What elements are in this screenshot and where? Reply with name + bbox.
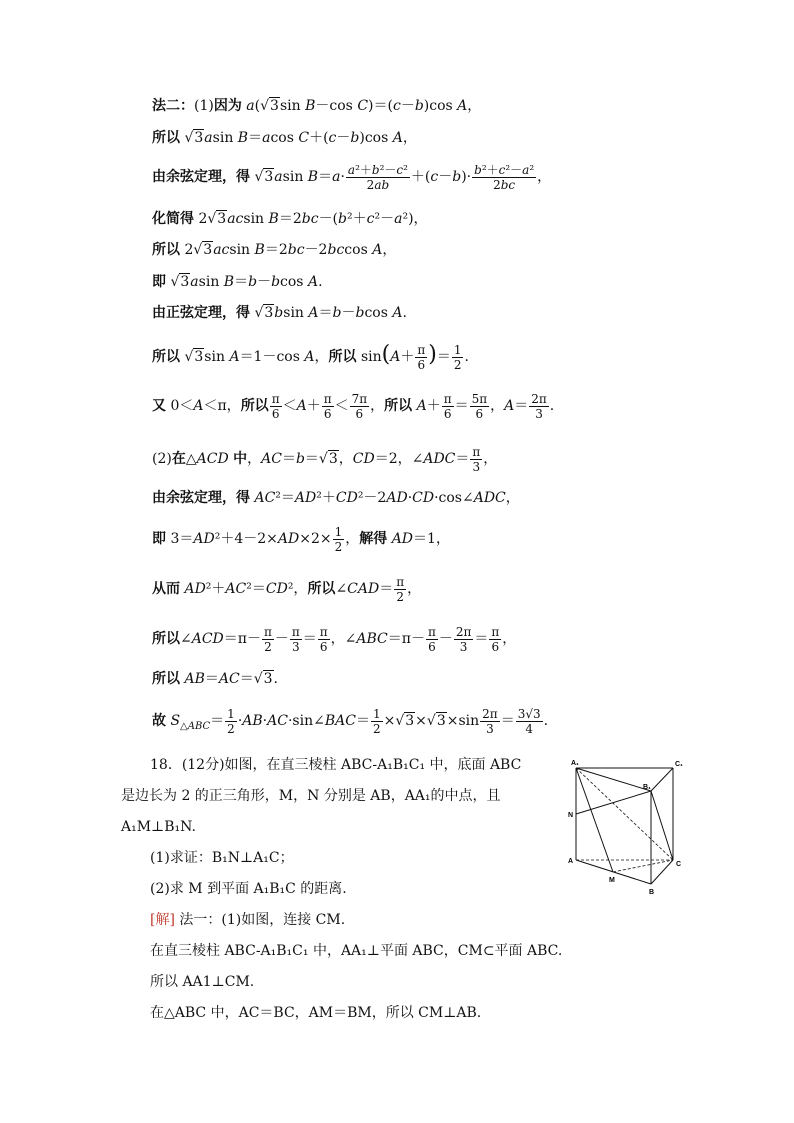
line-16: 故 $S_{\triangle ABC}=$ $\frac{1}{2}$ ·AB·AC·sin∠BAC＝ $\frac{1}{2}$ ×√3×√3×sin $\frac{2\pi}{3}$ ＝ $\frac{3√3}{4}$ . bbox=[152, 706, 549, 736]
line-6: 即 √3asin B＝b－bcos A. bbox=[152, 274, 323, 290]
line-12: 即 3＝AD²＋4－2×AD×2× $\frac{1}{2}$ ，解得 AD＝1， bbox=[152, 524, 450, 554]
line-1: 法二：(1)因为 a(√3sin B－cos C)＝(c－b)cos A， bbox=[152, 98, 482, 114]
label-a: A bbox=[568, 858, 574, 865]
prism-diagram bbox=[565, 756, 690, 901]
solution-line-1 bbox=[150, 910, 345, 930]
line-11: 由余弦定理，得 AC²＝AD²＋CD²－2AD·CD·cos∠ADC， bbox=[152, 490, 520, 506]
line-8: 所以 √3sin A＝1－cos A，所以 sin(A＋ $\frac{\pi}{6}$ )＝ $\frac{1}{2}$ . bbox=[152, 342, 469, 372]
solution-line-3: 所以 AA1⊥CM. bbox=[150, 974, 255, 990]
label-c1: C₁ bbox=[675, 761, 683, 768]
label-b: B bbox=[649, 889, 655, 896]
problem-18-line-3: A₁M⊥B₁N. bbox=[121, 819, 196, 835]
line-10: (2)在△ACD 中，AC＝b＝√3，CD＝2，∠ADC＝ $\frac{\pi}{3}$ ， bbox=[152, 444, 498, 474]
solution-step-1: 法一：(1)如图，连接 CM. bbox=[179, 912, 346, 928]
problem-18-line-1: 18．(12分)如图，在直三棱柱 ABC-A₁B₁C₁ 中，底面 ABC bbox=[150, 757, 522, 773]
solution-line-2: 在直三棱柱 ABC-A₁B₁C₁ 中，AA₁⊥平面 ABC，CM⊂平面 ABC. bbox=[150, 943, 563, 959]
line-15: 所以 AB＝AC＝√3. bbox=[152, 671, 278, 687]
line-4: 化简得 2√3acsin B＝2bc－(b²＋c²－a²)， bbox=[152, 211, 428, 227]
solution-tag: [解] bbox=[150, 912, 175, 928]
problem-18-line-2: 是边长为 2 的正三角形，M，N 分别是 AB，AA₁的中点，且 bbox=[121, 788, 501, 804]
line-2: 所以 √3asin B＝acos C＋(c－b)cos A， bbox=[152, 130, 417, 146]
label-b1: B₁ bbox=[643, 784, 651, 791]
label-a1: A₁ bbox=[571, 760, 579, 767]
line-3: 由余弦定理，得 √3asin B＝a· $\frac{\text{a²＋b²－c²}}{2ab}$ ＋(c－b)· $\frac{\text{b²＋c²－a²}}{2bc}$ ， bbox=[152, 162, 552, 192]
prism-figure bbox=[565, 756, 690, 901]
line-7: 由正弦定理，得 √3bsin A＝b－bcos A. bbox=[152, 305, 407, 321]
solution-line-4: 在△ABC 中，AC＝BC，AM＝BM，所以 CM⊥AB. bbox=[150, 1005, 482, 1021]
line-13: 从而 AD²＋AC²＝CD²，所以∠CAD＝ $\frac{\pi}{2}$ ， bbox=[152, 574, 422, 604]
label-c: C bbox=[676, 861, 682, 868]
problem-18-question-1: (1)求证：B₁N⊥A₁C； bbox=[150, 850, 294, 866]
problem-18-question-2: (2)求 M 到平面 A₁B₁C 的距离. bbox=[150, 881, 347, 897]
line-5: 所以 2√3acsin B＝2bc－2bccos A， bbox=[152, 242, 397, 258]
label-n: N bbox=[568, 812, 574, 819]
line-14: 所以∠ACD＝π－ $\frac{\pi}{2}$ － $\frac{\pi}{3}$ ＝ $\frac{\pi}{6}$ ，∠ABC＝π－ $\frac{\pi}{6}$ － $\frac{2\pi}{3}$ ＝ $\frac{\pi}{6}$ ， bbox=[152, 624, 517, 654]
label-m: M bbox=[609, 877, 615, 884]
line-9: 又 0＜A＜π，所以 $\frac{\pi}{6}$ ＜A＋ $\frac{\pi}{6}$ ＜ $\frac{7\pi}{6}$ ，所以 A＋ $\frac{\pi}{6}$ ＝ $\frac{5\pi}{6}$ ，A＝ $\frac{2\pi}{3}$ . bbox=[152, 391, 555, 421]
